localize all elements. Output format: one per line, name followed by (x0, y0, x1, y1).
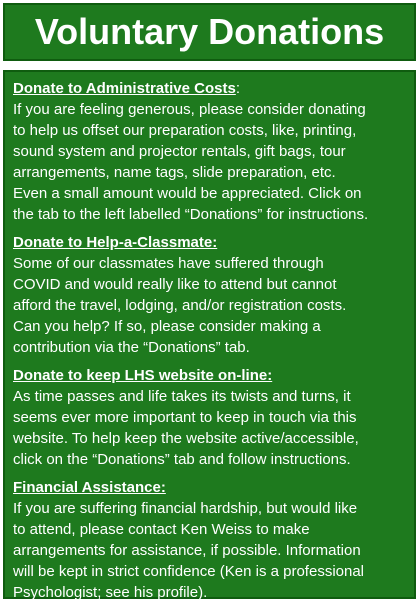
section-body (13, 253, 408, 358)
section-heading: Donate to keep LHS website on-line: (13, 367, 273, 384)
section-body (13, 99, 408, 225)
section-help-a-classmate (13, 232, 408, 358)
body-line: to help us offset our preparation costs, like, printing, (13, 122, 357, 139)
page-title: Voluntary Donations (34, 11, 385, 52)
body-line: contribution via the “Donations” tab. (13, 339, 250, 356)
body-line: Some of our classmates have suffered through (13, 255, 324, 272)
body-line: If you are feeling generous, please consider donating (13, 101, 366, 118)
section-body (13, 386, 408, 470)
body-line: As time passes and life takes its twists and turns, it (13, 388, 351, 405)
body-line: COVID and would really like to attend but cannot (13, 276, 337, 293)
body-line: If you are suffering financial hardship, but would like (13, 500, 358, 517)
heading-colon: : (235, 80, 240, 97)
body-line: Even a small amount would be appreciated. Click on (13, 185, 362, 202)
body-line: will be kept in strict confidence (Ken is a professional (13, 563, 365, 580)
body-line: click on the “Donations” tab and follow instructions. (13, 451, 351, 468)
body-line: Can you help? If so, please consider making a (13, 318, 321, 335)
body-line: arrangements, name tags, slide preparation, etc. (13, 164, 336, 181)
body-line: sound system and projector rentals, gift bags, tour (13, 143, 346, 160)
section-website-online (13, 365, 408, 470)
body-line: website. To help keep the website active/accessible, (13, 430, 359, 447)
body-line: the tab to the left labelled “Donations” for instructions. (13, 206, 369, 223)
section-heading: Financial Assistance: (13, 479, 166, 496)
body-line: arrangements for assistance, if possible. Information (13, 542, 361, 559)
section-financial-assistance (13, 477, 408, 603)
section-body (13, 498, 408, 603)
body-line: seems ever more important to keep in touch via this (13, 409, 357, 426)
section-heading: Donate to Administrative Costs (13, 80, 236, 97)
title-banner (3, 3, 416, 61)
body-line: afford the travel, lodging, and/or registration costs. (13, 297, 347, 314)
section-administrative-costs (13, 78, 408, 225)
section-heading: Donate to Help-a-Classmate: (13, 234, 218, 251)
body-line: to attend, please contact Ken Weiss to make (13, 521, 310, 538)
body-line: Psychologist; see his profile). (13, 584, 208, 601)
donations-panel (3, 70, 416, 599)
